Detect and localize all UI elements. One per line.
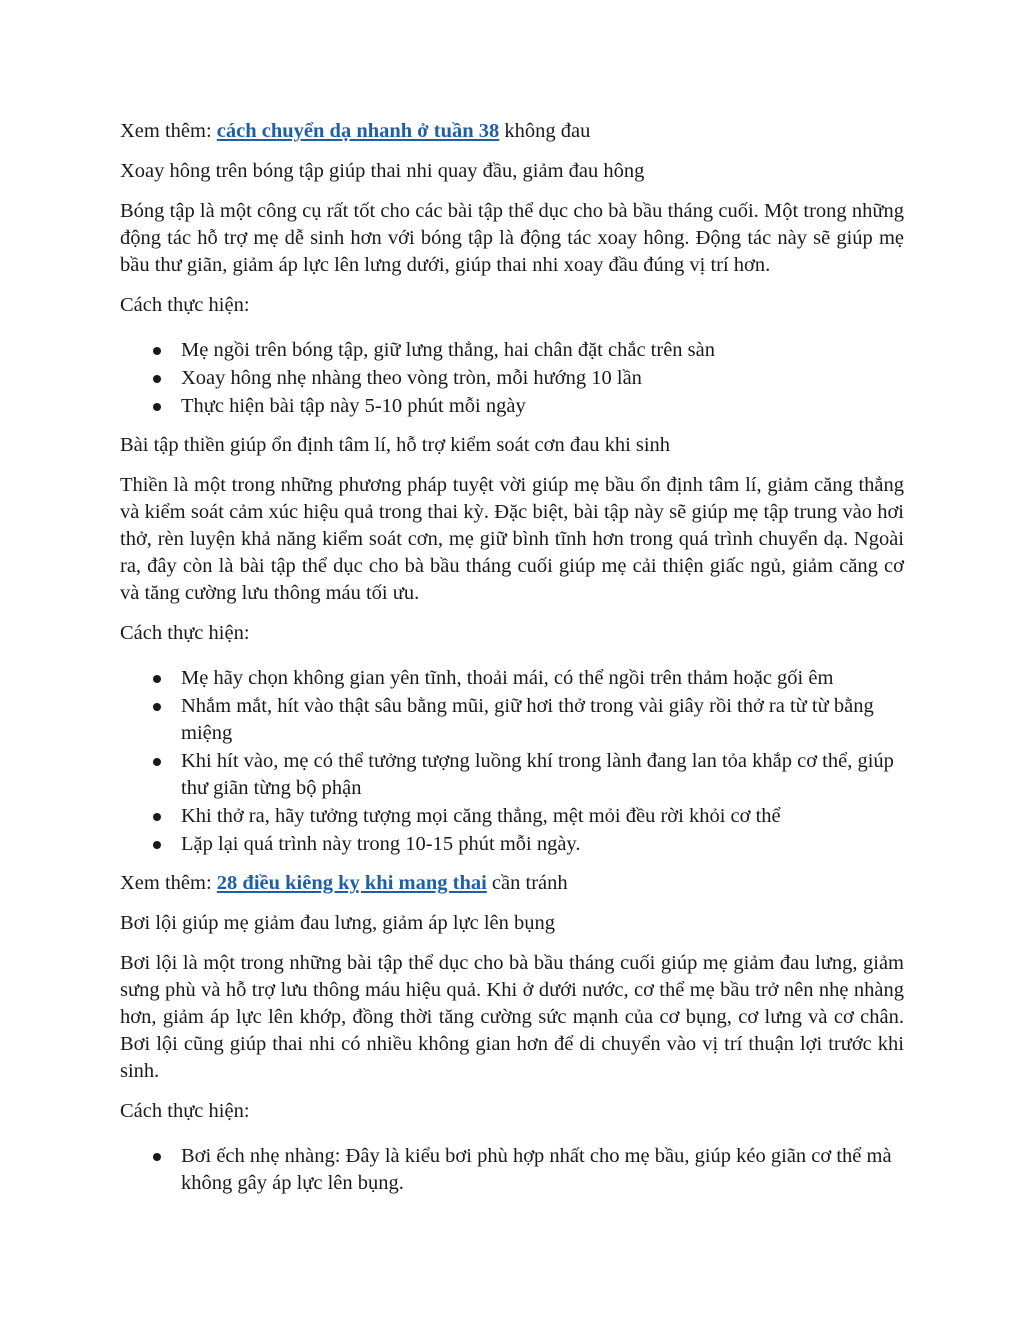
list-item: [120, 693, 904, 747]
bullet-icon: [153, 841, 161, 849]
list-item: [120, 1143, 904, 1197]
see-more-prefix: Xem thêm:: [120, 872, 217, 894]
list-item: [120, 365, 904, 392]
section-heading-meditation: Bài tập thiền giúp ổn định tâm lí, hỗ trợ kiểm soát cơn đau khi sinh: [120, 434, 671, 456]
list-item-text: Khi hít vào, mẹ có thể tưởng tượng luồng khí trong lành đang lan tỏa khắp cơ thể, giúp thư giãn từng bộ phận: [181, 750, 894, 799]
paragraph-ball: Bóng tập là một công cụ rất tốt cho các bài tập thể dục cho bà bầu tháng cuối. Một trong những động tác hỗ trợ mẹ dễ sinh hơn với bóng tập là động tác xoay hông. Động tác này sẽ giúp mẹ bầu thư giãn, giảm áp lực lên lưng dưới, giúp thai nhi xoay đầu đúng vị trí hơn.: [120, 200, 904, 276]
bullet-icon: [153, 813, 161, 821]
list-item: [120, 337, 904, 364]
see-more-suffix: cần tránh: [486, 872, 568, 894]
see-more-paragraph-2: [120, 870, 904, 897]
see-more-suffix: không đau: [499, 120, 591, 142]
bullet-icon: [153, 1153, 161, 1161]
list-item-text: Mẹ ngồi trên bóng tập, giữ lưng thẳng, hai chân đặt chắc trên sàn: [181, 339, 716, 361]
bullet-icon: [153, 675, 161, 683]
list-item: [120, 393, 904, 420]
list-item-text: Khi thở ra, hãy tưởng tượng mọi căng thẳng, mệt mỏi đều rời khỏi cơ thể: [181, 805, 781, 827]
meditation-steps-list: [120, 665, 904, 858]
see-more-paragraph-1: [120, 118, 904, 145]
how-to-label-2: Cách thực hiện:: [120, 622, 250, 644]
section-heading-swim: Bơi lội giúp mẹ giảm đau lưng, giảm áp lực lên bụng: [120, 912, 556, 934]
paragraph-swim: Bơi lội là một trong những bài tập thể dục cho bà bầu tháng cuối giúp mẹ giảm đau lưng, giảm sưng phù và hỗ trợ lưu thông máu hiệu quả. Khi ở dưới nước, cơ thể mẹ bầu trở nên nhẹ nhàng hơn, giảm áp lực lên khớp, đồng thời tăng cường sức mạnh của cơ bụng, cơ lưng và cơ chân. Bơi lội cũng giúp thai nhi có nhiều không gian hơn để di chuyển vào vị trí thuận lợi trước khi sinh.: [120, 952, 904, 1082]
list-item: [120, 665, 904, 692]
list-item-text: Bơi ếch nhẹ nhàng: Đây là kiểu bơi phù hợp nhất cho mẹ bầu, giúp kéo giãn cơ thể mà không gây áp lực lên bụng.: [181, 1145, 892, 1194]
list-item-text: Xoay hông nhẹ nhàng theo vòng tròn, mỗi hướng 10 lần: [181, 367, 642, 389]
section-heading-ball: Xoay hông trên bóng tập giúp thai nhi quay đầu, giảm đau hông: [120, 160, 645, 182]
document-page: [120, 118, 904, 1209]
bullet-icon: [153, 375, 161, 383]
list-item-text: Nhắm mắt, hít vào thật sâu bằng mũi, giữ hơi thở trong vài giây rồi thở ra từ từ bằng miệng: [181, 695, 874, 744]
see-more-prefix: Xem thêm:: [120, 120, 217, 142]
list-item-text: Thực hiện bài tập này 5-10 phút mỗi ngày: [181, 395, 526, 417]
bullet-icon: [153, 347, 161, 355]
bullet-icon: [153, 703, 161, 711]
ball-steps-list: [120, 337, 904, 420]
swim-steps-list: [120, 1143, 904, 1197]
how-to-label-1: Cách thực hiện:: [120, 294, 250, 316]
pregnancy-taboos-link[interactable]: 28 điều kiêng kỵ khi mang thai: [216, 872, 487, 894]
list-item: [120, 748, 904, 802]
labor-tips-link[interactable]: cách chuyển dạ nhanh ở tuần 38: [216, 120, 500, 142]
bullet-icon: [153, 403, 161, 411]
paragraph-meditation: Thiền là một trong những phương pháp tuyệt vời giúp mẹ bầu ổn định tâm lí, giảm căng thẳng và kiểm soát cảm xúc hiệu quả trong thai kỳ. Đặc biệt, bài tập này sẽ giúp mẹ tập trung vào hơi thở, rèn luyện khả năng kiểm soát cơn, mẹ giữ bình tĩnh hơn trong quá trình chuyển dạ. Ngoài ra, đây còn là bài tập thể dục cho bà bầu tháng cuối giúp mẹ cải thiện giấc ngủ, giảm căng cơ và tăng cường lưu thông máu tối ưu.: [120, 474, 904, 604]
list-item-text: Mẹ hãy chọn không gian yên tĩnh, thoải mái, có thể ngồi trên thảm hoặc gối êm: [181, 667, 834, 689]
list-item-text: Lặp lại quá trình này trong 10-15 phút mỗi ngày.: [181, 833, 581, 855]
list-item: [120, 831, 904, 858]
how-to-label-3: Cách thực hiện:: [120, 1100, 250, 1122]
bullet-icon: [153, 758, 161, 766]
list-item: [120, 803, 904, 830]
